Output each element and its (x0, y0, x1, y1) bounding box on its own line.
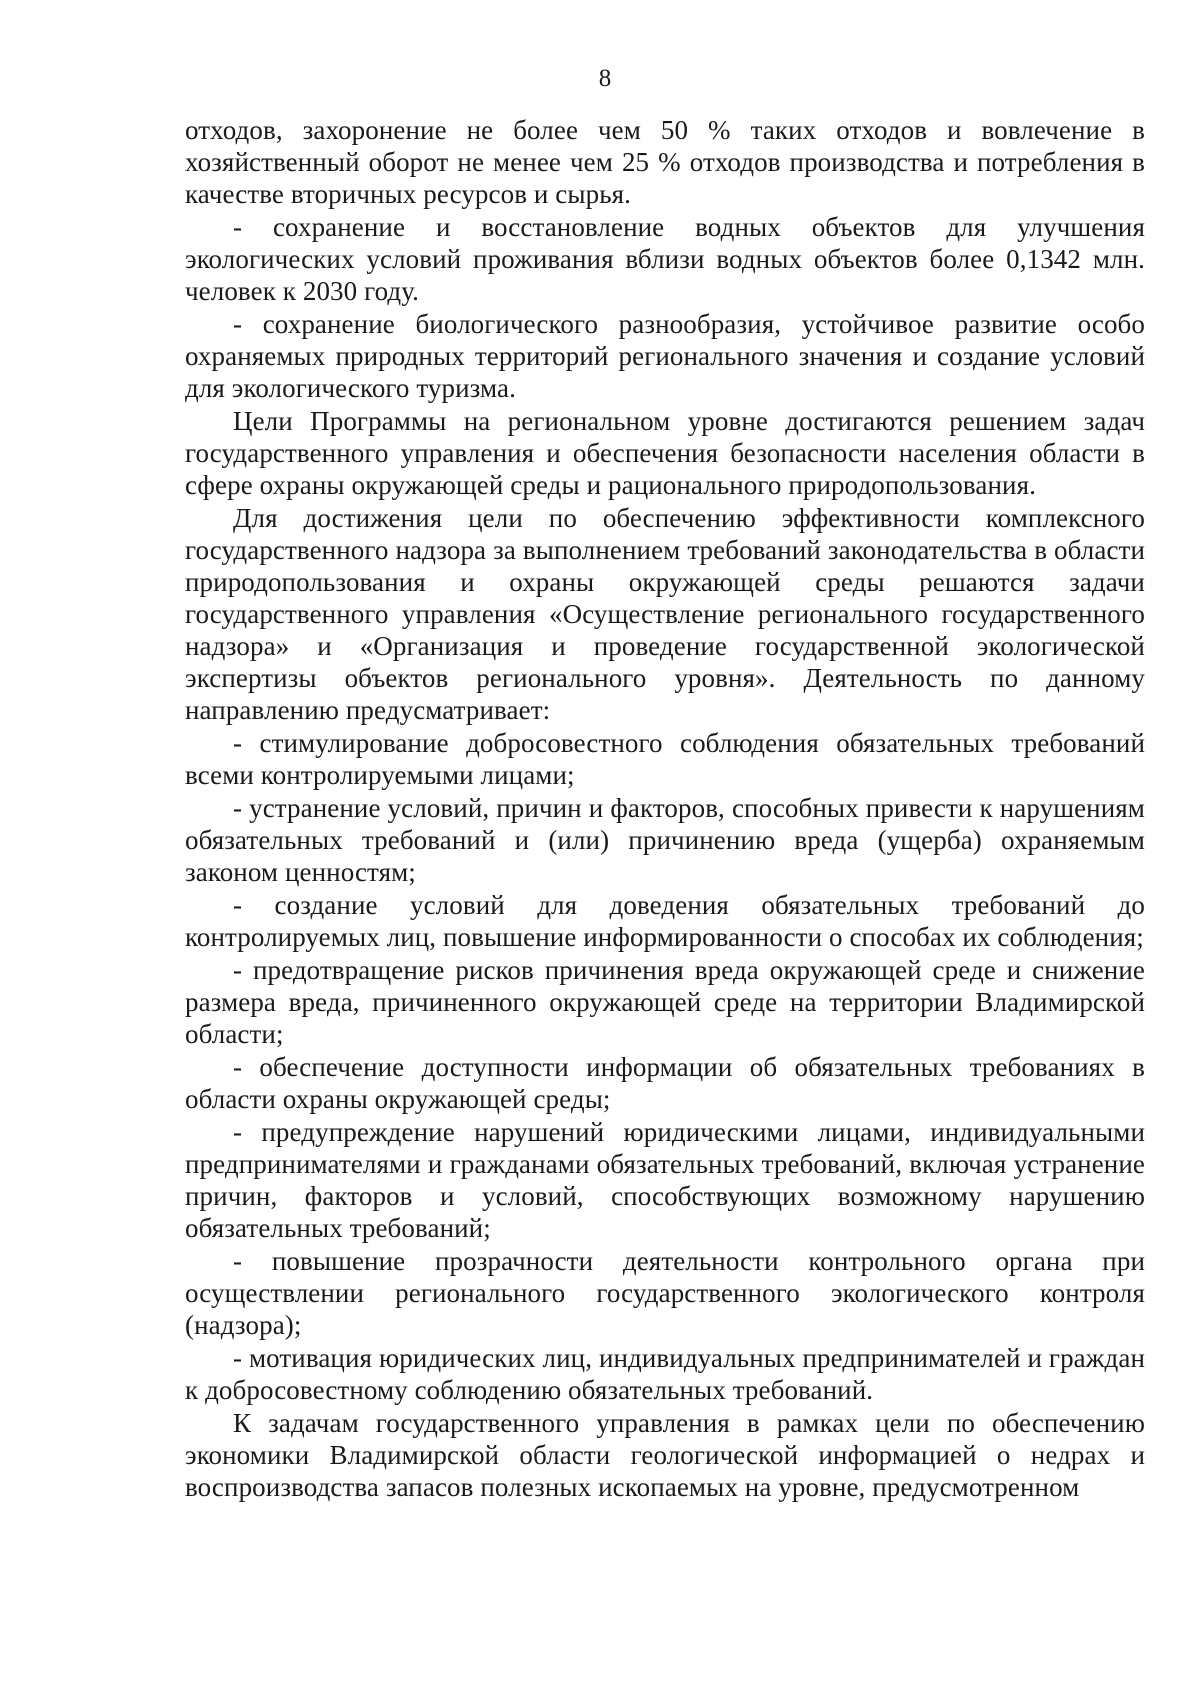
paragraph: - создание условий для доведения обязательных требований до контролируемых лиц, повышение информированности о способах их соблюдения; (185, 890, 1145, 952)
paragraph: К задачам государственного управления в рамках цели по обеспечению экономики Владимирской области геологической информацией о недрах и воспроизводства запасов полезных ископаемых на уровне, предусмотренном (185, 1408, 1145, 1502)
document-body (185, 114, 1145, 1503)
paragraph: - мотивация юридических лиц, индивидуальных предпринимателей и граждан к добросовестному соблюдению обязательных требований. (185, 1343, 1145, 1405)
paragraph: отходов, захоронение не более чем 50 % таких отходов и вовлечение в хозяйственный оборот не менее чем 25 % отходов производства и потребления в качестве вторичных ресурсов и сырья. (185, 115, 1145, 209)
paragraph: - предотвращение рисков причинения вреда окружающей среде и снижение размера вреда, причиненного окружающей среде на территории Владимирской области; (185, 955, 1145, 1049)
paragraph: - сохранение и восстановление водных объектов для улучшения экологических условий проживания вблизи водных объектов более 0,1342 млн. человек к 2030 году. (185, 212, 1145, 306)
page-number: 8 (598, 65, 612, 92)
paragraph: - сохранение биологического разнообразия, устойчивое развитие особо охраняемых природных территорий регионального значения и создание условий для экологического туризма. (185, 309, 1145, 403)
paragraph: Для достижения цели по обеспечению эффективности комплексного государственного надзора за выполнением требований законодательства в области природопользования и охраны окружающей среды решаются задачи государственного управления «Осуществление регионального государственного надзора» и «Организация и проведение государственной экологической экспертизы объектов регионального уровня». Деятельность по данному направлению предусматривает: (185, 503, 1145, 725)
paragraph: - повышение прозрачности деятельности контрольного органа при осуществлении регионального государственного экологического контроля (надзора); (185, 1246, 1145, 1340)
paragraph: Цели Программы на региональном уровне достигаются решением задач государственного управления и обеспечения безопасности населения области в сфере охраны окружающей среды и рационального природопользования. (185, 406, 1145, 500)
paragraph: - стимулирование добросовестного соблюдения обязательных требований всеми контролируемыми лицами; (185, 728, 1145, 790)
paragraph: - обеспечение доступности информации об обязательных требованиях в области охраны окружающей среды; (185, 1052, 1145, 1114)
paragraph: - устранение условий, причин и факторов, способных привести к нарушениям обязательных требований и (или) причинению вреда (ущерба) охраняемым законом ценностям; (185, 793, 1145, 887)
paragraph: - предупреждение нарушений юридическими лицами, индивидуальными предпринимателями и гражданами обязательных требований, включая устранение причин, факторов и условий, способствующих возможному нарушению обязательных требований; (185, 1117, 1145, 1243)
